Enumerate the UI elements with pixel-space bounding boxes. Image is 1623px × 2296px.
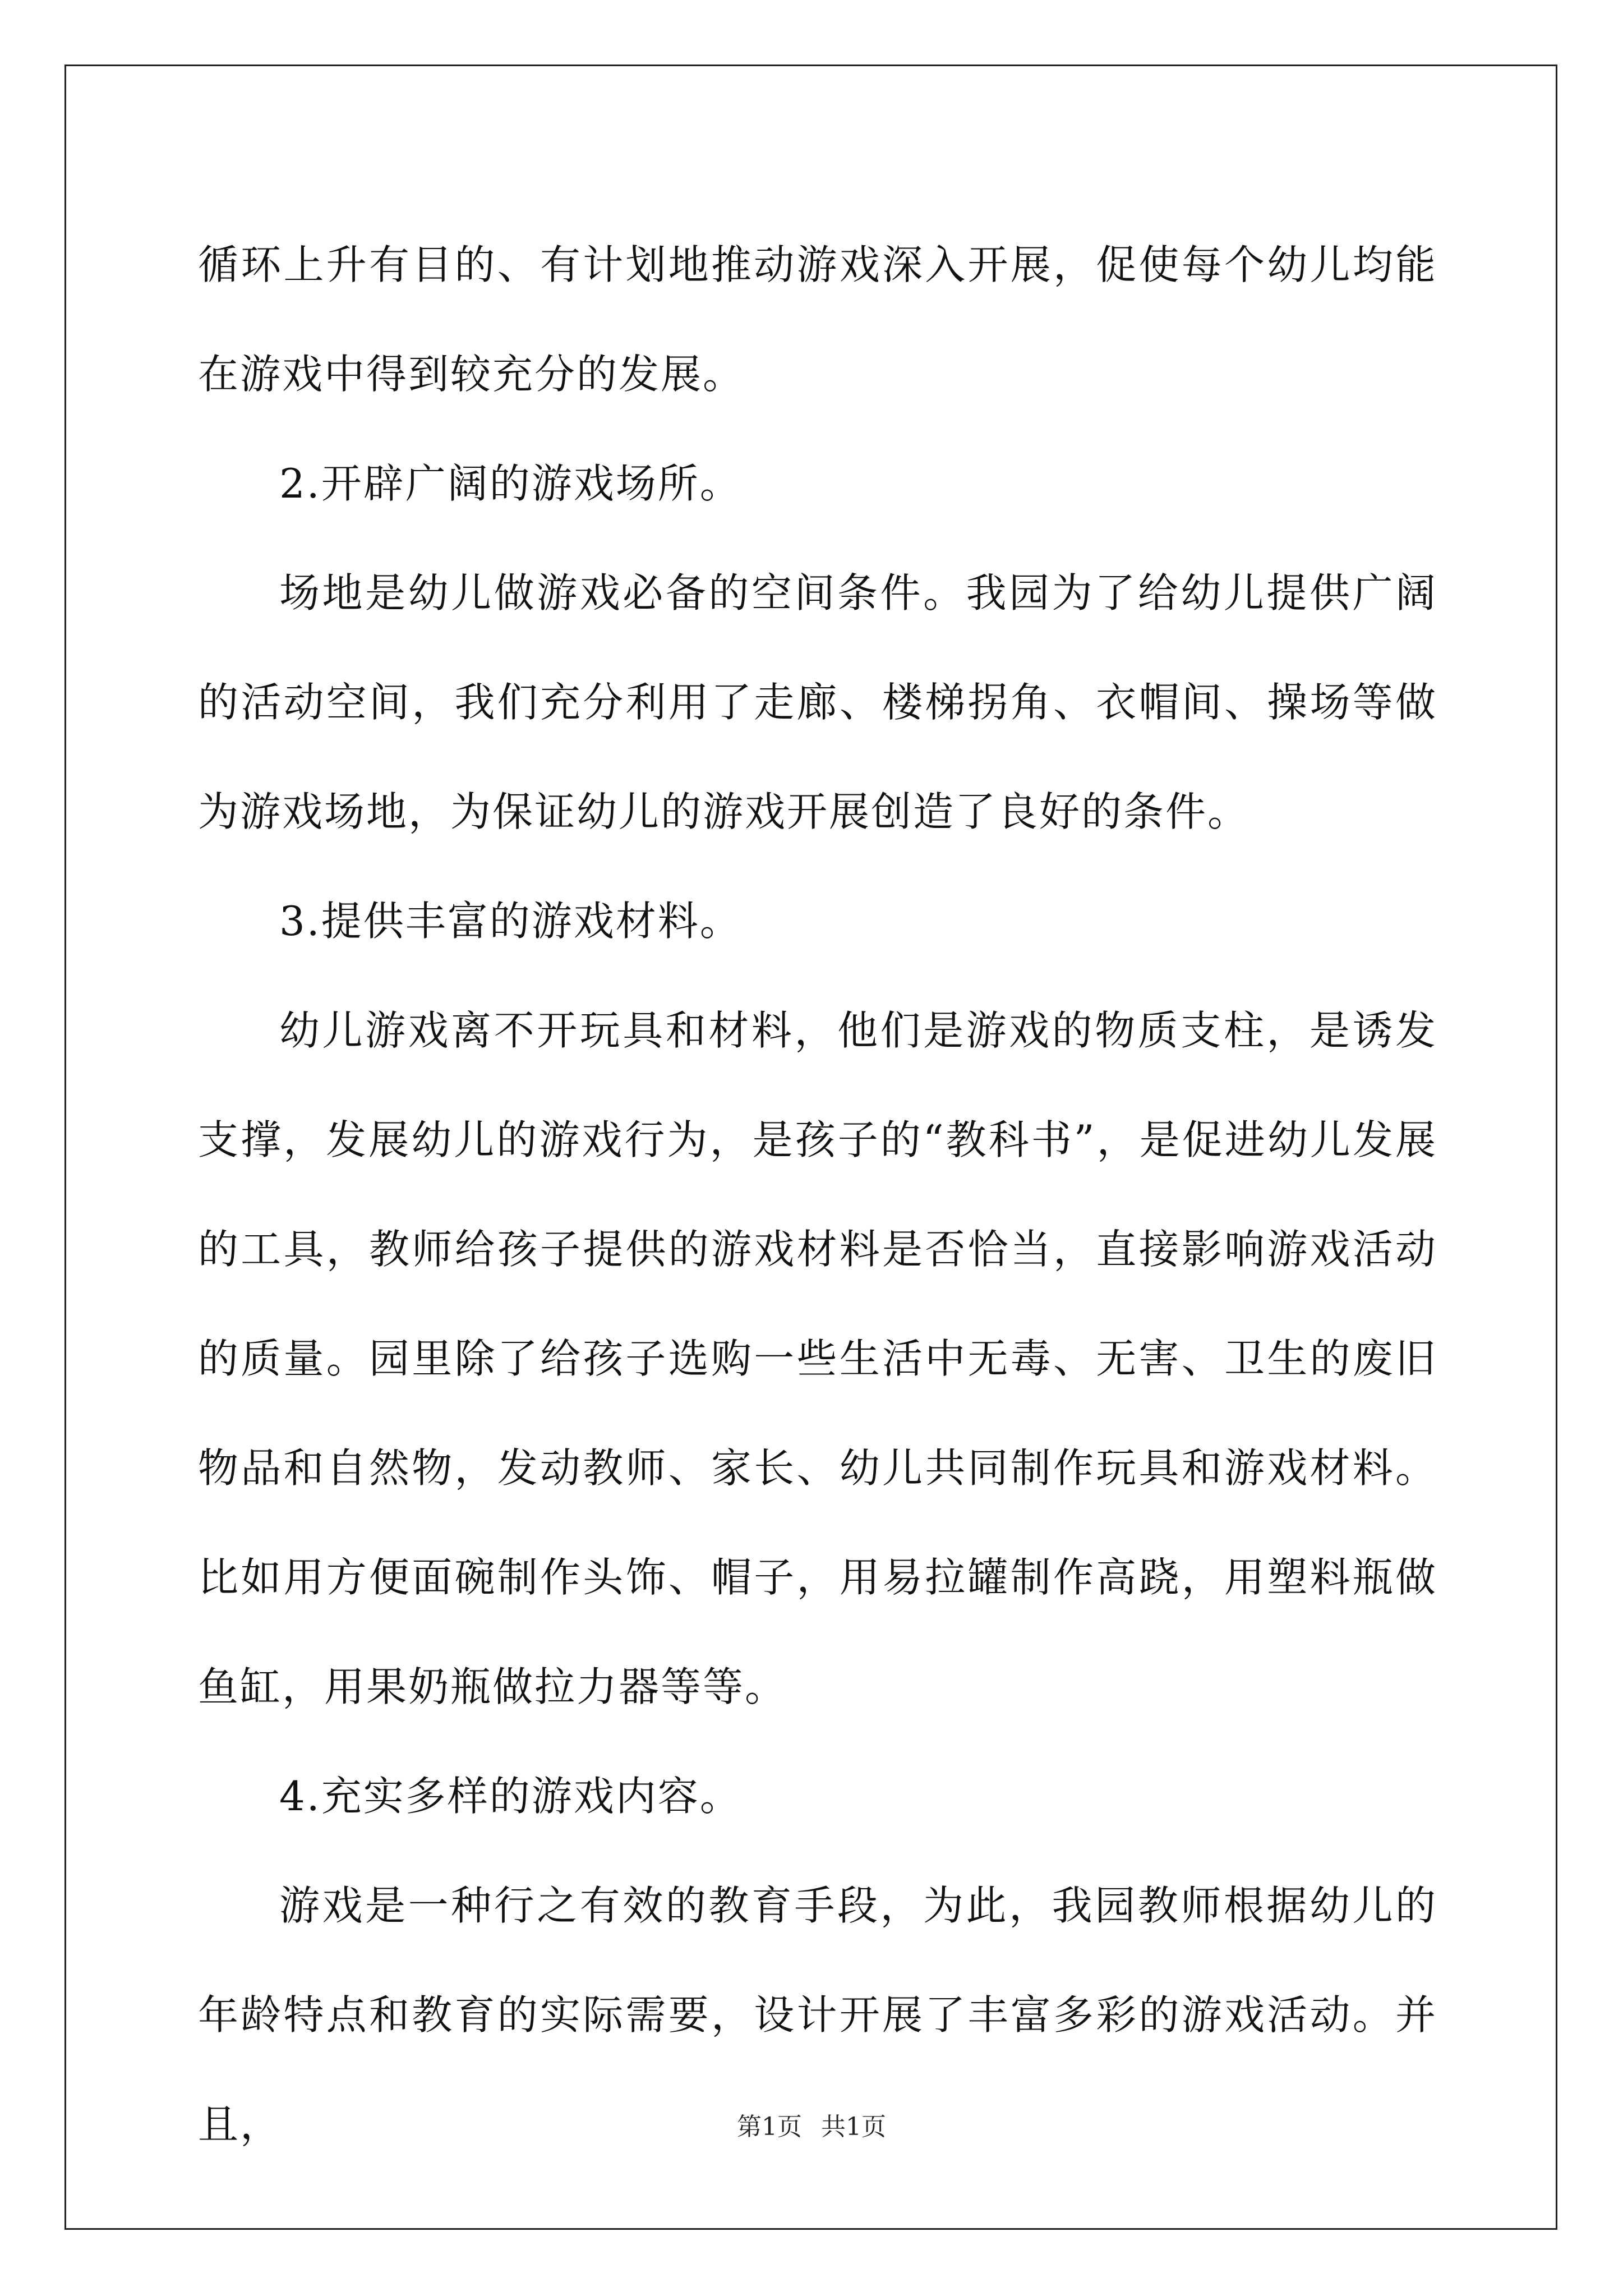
section-heading: 3.提供丰富的游戏材料。	[279, 898, 742, 945]
section-heading: 2.开辟广阔的游戏场所。	[279, 460, 742, 507]
paragraph: 场地是幼儿做游戏必备的空间条件。我园为了给幼儿提供广阔的活动空间，我们充分利用了走廊、楼梯拐角、衣帽间、操场等做为游戏场地，为保证幼儿的游戏开展创造了良好的条件。	[198, 569, 1437, 835]
page-footer	[0, 2106, 1623, 2142]
page-number: 第1页	[737, 2113, 802, 2141]
section-heading: 4.充实多样的游戏内容。	[279, 1773, 742, 1820]
paragraph: 游戏是一种行之有效的教育手段，为此，我园教师根据幼儿的年龄特点和教育的实际需要，设计开展了丰富多彩的游戏活动。并且，	[198, 1882, 1437, 2148]
paragraph: 循环上升有目的、有计划地推动游戏深入开展，促使每个幼儿均能在游戏中得到较充分的发展。	[198, 241, 1437, 398]
document-body	[198, 210, 1437, 2179]
paragraph: 幼儿游戏离不开玩具和材料，他们是游戏的物质支柱，是诱发支撑，发展幼儿的游戏行为，是孩子的“教科书”，是促进幼儿发展的工具，教师给孩子提供的游戏材料是否恰当，直接影响游戏活动的质量。园里除了给孩子选购一些生活中无毒、无害、卫生的废旧物品和自然物，发动教师、家长、幼儿共同制作玩具和游戏材料。比如用方便面碗制作头饰、帽子，用易拉罐制作高跷，用塑料瓶做鱼缸，用果奶瓶做拉力器等等。	[198, 1007, 1437, 1710]
page-total: 共1页	[821, 2113, 886, 2141]
